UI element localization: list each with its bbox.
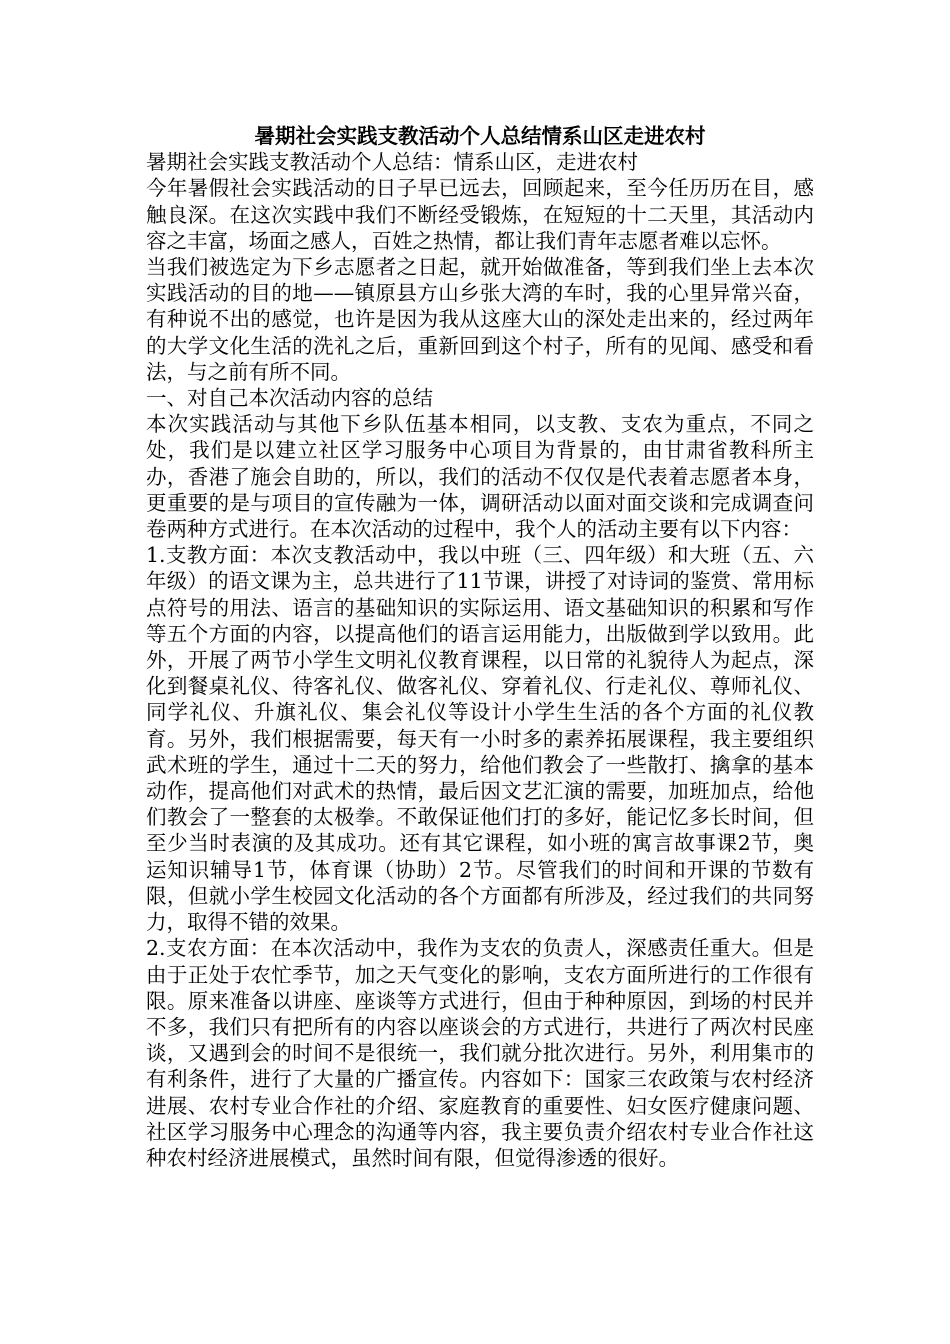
document-title: 暑期社会实践支教活动个人总结情系山区走进农村 [254, 124, 706, 148]
overview-paragraph: 本次实践活动与其他下乡队伍基本相同，以支教、支农为重点，不同之处，我们是以建立社区学习服务中心项目为背景的，由甘肃省教科所主办，香港了施会自助的，所以，我们的活动不仅仅是代表着志愿者本身，更重要的是与项目的宣传融为一体，调研活动以面对面交谈和完成调查问卷两种方式进行。在本次活动的过程中，我个人的活动主要有以下内容： [146, 412, 814, 542]
intro-paragraph: 今年暑假社会实践活动的日子早已远去，回顾起来，至今任历历在目，感触良深。在这次实践中我们不断经受锻炼，在短短的十二天里，其活动内容之丰富，场面之感人，百姓之热情，都让我们青年志愿者难以忘怀。 [146, 176, 814, 253]
teaching-paragraph: 1.支教方面：本次支教活动中，我以中班（三、四年级）和大班（五、六年级）的语文课为主，总共进行了11节课，讲授了对诗词的鉴赏、常用标点符号的用法、语言的基础知识的实际运用、语文基础知识的积累和写作等五个方面的内容，以提高他们的语言运用能力，出版做到学以致用。此外，开展了两节小学生文明礼仪教育课程，以日常的礼貌待人为起点，深化到餐桌礼仪、待客礼仪、做客礼仪、穿着礼仪、行走礼仪、尊师礼仪、同学礼仪、升旗礼仪、集会礼仪等设计小学生生活的各个方面的礼仪教育。另外，我们根据需要，每天有一小时多的素养拓展课程，我主要组织武术班的学生，通过十二天的努力，给他们教会了一些散打、擒拿的基本动作，提高他们对武术的热情，最后因文艺汇演的需要，加班加点，给他们教会了一整套的太极拳。不敢保证他们打的多好，能记忆多长时间，但至少当时表演的及其成功。还有其它课程，如小班的寓言故事课2节，奥运知识辅导1节，体育课（协助）2节。尽管我们的时间和开课的节数有限，但就小学生校园文化活动的各个方面都有所涉及，经过我们的共同努力，取得不错的效果。 [146, 543, 814, 935]
agriculture-paragraph: 2.支农方面：在本次活动中，我作为支农的负责人，深感责任重大。但是由于正处于农忙季节，加之天气变化的影响，支农方面所进行的工作很有限。原来准备以讲座、座谈等方式进行，但由于种种原因，到场的村民并不多，我们只有把所有的内容以座谈会的方式进行，共进行了两次村民座谈，又遇到会的时间不是很统一，我们就分批次进行。另外，利用集市的有利条件，进行了大量的广播宣传。内容如下：国家三农政策与农村经济进展、农村专业合作社的介绍、家庭教育的重要性、妇女医疗健康问题、社区学习服务中心理念的沟通等内容，我主要负责介绍农村专业合作社这种农村经济进展模式，虽然时间有限，但觉得渗透的很好。 [146, 936, 814, 1170]
subtitle-paragraph: 暑期社会实践支教活动个人总结：情系山区，走进农村 [146, 150, 638, 175]
preparation-paragraph: 当我们被选定为下乡志愿者之日起，就开始做准备，等到我们坐上去本次实践活动的目的地——镇原县方山乡张大湾的车时，我的心里异常兴奋，有种说不出的感觉，也许是因为我从这座大山的深处走出来的，经过两年的大学文化生活的洗礼之后，重新回到这个村子，所有的见闻、感受和看法，与之前有所不同。 [146, 255, 814, 384]
section-heading: 一、对自己本次活动内容的总结 [146, 386, 433, 411]
document-body [146, 123, 814, 1171]
